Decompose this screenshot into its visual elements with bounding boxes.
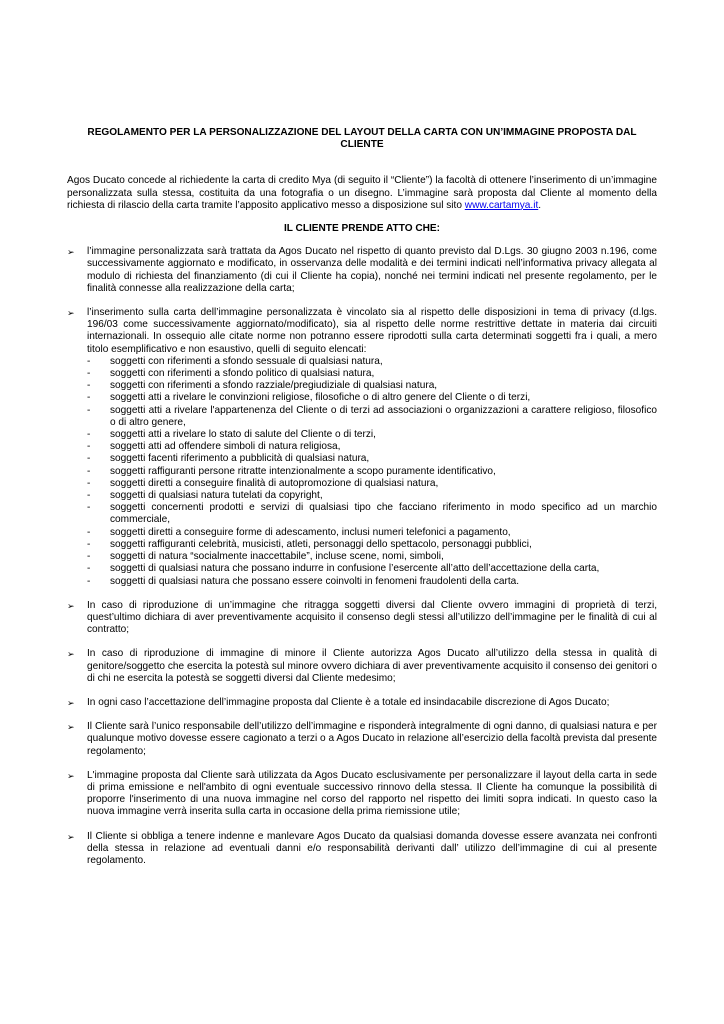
list-item-text: soggetti con riferimenti a sfondo razziale/pregiudiziale di qualsiasi natura, <box>110 380 438 392</box>
bullet-item-privacy <box>67 246 657 295</box>
dash-marker: - <box>87 453 91 465</box>
list-item-text: soggetti raffiguranti persone ritratte intenzionalmente a scopo puramente identificativo, <box>110 465 496 477</box>
section-subtitle <box>67 223 657 235</box>
dash-marker: - <box>87 575 91 587</box>
list-item <box>87 356 657 368</box>
bullet-text: In caso di riproduzione di immagine di minore il Cliente autorizza Agos Ducato all’utilizzo della stessa in qualità di genitore/soggetto che esercita la potestà sul minore ovvero dichiara di aver preventivamente acquisito il consenso dei genitori o di chi ne esercita la potestà se soggetti diversi dal Cliente medesimo; <box>87 648 657 684</box>
dash-marker: - <box>87 355 91 367</box>
list-item-text: soggetti di qualsiasi natura che possano indurre in confusione l’esercente all’atto dell’accettazione della carta, <box>110 563 600 575</box>
list-item <box>87 429 657 441</box>
list-item <box>87 539 657 551</box>
bullet-item-acceptance <box>67 697 657 709</box>
arrow-bullet-icon: ➢ <box>67 770 75 781</box>
bullet-item-third-party-consent <box>67 600 657 637</box>
dash-marker: - <box>87 392 91 404</box>
dash-marker: - <box>87 526 91 538</box>
list-item-text: soggetti di qualsiasi natura tutelati da copyright, <box>110 490 323 502</box>
dash-marker: - <box>87 368 91 380</box>
dash-marker: - <box>87 429 91 441</box>
intro-end: . <box>538 199 542 211</box>
bullet-text: In ogni caso l’accettazione dell’immagine proposta dal Cliente è a totale ed insindacabile discrezione di Agos Ducato; <box>87 696 610 708</box>
arrow-bullet-icon: ➢ <box>67 697 75 708</box>
dash-marker: - <box>87 441 91 453</box>
list-item <box>87 576 657 588</box>
arrow-bullet-icon: ➢ <box>67 649 75 660</box>
list-item <box>87 453 657 465</box>
bullet-text: l’inserimento sulla carta dell’immagine personalizzata è vincolato sia al rispetto delle disposizioni in tema di privacy (d.lgs. 196/03 come successivamente aggiornato/modificato), sia al rispetto delle norme restrittive dettate in materia dai circuiti internazionali. In ossequio alle citate norme non potranno essere riprodotti sulla carta determinati soggetti fra i quali, a mero titolo esemplificativo e non esaustivo, quelli di seguito elencati: <box>87 307 657 355</box>
bullet-item-responsibility <box>67 721 657 758</box>
dash-marker: - <box>87 551 91 563</box>
arrow-bullet-icon: ➢ <box>67 831 75 842</box>
intro-paragraph <box>67 175 657 212</box>
list-item <box>87 466 657 478</box>
list-item-text: soggetti facenti riferimento a pubblicità di qualsiasi natura, <box>110 453 370 465</box>
arrow-bullet-icon: ➢ <box>67 247 75 258</box>
bullet-item-restrictions <box>67 307 657 588</box>
subtitle-text: IL CLIENTE PRENDE ATTO CHE <box>283 223 437 235</box>
list-item <box>87 380 657 392</box>
dash-marker: - <box>87 538 91 550</box>
arrow-bullet-icon: ➢ <box>67 308 75 319</box>
list-item-text: soggetti di natura “socialmente inaccettabile”, incluse scene, nomi, simboli, <box>110 551 444 563</box>
document-page <box>67 127 657 867</box>
list-item <box>87 527 657 539</box>
list-item-text: soggetti atti ad offendere simboli di natura religiosa, <box>110 441 341 453</box>
arrow-bullet-icon: ➢ <box>67 722 75 733</box>
list-item-text: soggetti diretti a conseguire forme di adescamento, inclusi numeri telefonici a pagamento, <box>110 526 511 538</box>
dash-marker: - <box>87 490 91 502</box>
list-item-text: soggetti raffiguranti celebrità, musicisti, atleti, personaggi dello spettacolo, personaggi pubblici, <box>110 538 532 550</box>
dash-marker: - <box>87 477 91 489</box>
dash-marker: - <box>87 502 91 514</box>
list-item-text: soggetti concernenti prodotti e servizi di qualsiasi tipo che facciano riferimento in modo specifico ad un marchio commerciale, <box>110 502 657 526</box>
list-item-text: soggetti atti a rivelare lo stato di salute del Cliente o di terzi, <box>110 429 376 441</box>
dash-marker: - <box>87 563 91 575</box>
bullet-item-minor-image <box>67 648 657 685</box>
dash-marker: - <box>87 380 91 392</box>
list-item <box>87 405 657 429</box>
intro-text: Agos Ducato concede al richiedente la carta di credito Mya (di seguito il “Cliente”) la facoltà di ottenere l’inserimento di un’immagine personalizzata sulla stessa, costituita da una fotografia o un disegno. L’immagine sarà proposta dal Cliente al momento della richiesta di rilascio della carta tramite l’apposito applicativo messo a disposizione sul sito <box>67 175 657 211</box>
list-item-text: soggetti con riferimenti a sfondo sessuale di qualsiasi natura, <box>110 355 383 367</box>
dash-marker: - <box>87 404 91 416</box>
document-title: REGOLAMENTO PER LA PERSONALIZZAZIONE DEL LAYOUT DELLA CARTA CON UN’IMMAGINE PROPOSTA DAL CLIENTE <box>87 127 637 151</box>
bullet-text: In caso di riproduzione di un’immagine che ritragga soggetti diversi dal Cliente ovvero immagini di proprietà di terzi, quest’ultimo dichiara di aver preventivamente acquisito il consenso degli stessi all’utilizzo dell’immagine per le finalità di cui al contratto; <box>87 599 657 636</box>
list-item <box>87 490 657 502</box>
list-item <box>87 551 657 563</box>
subtitle-colon: : <box>436 223 441 235</box>
list-item <box>87 478 657 490</box>
bullet-text: L'immagine proposta dal Cliente sarà utilizzata da Agos Ducato esclusivamente per personalizzare il layout della carta in sede di prima emissione e nell'ambito di ogni eventuale successivo rinnovo della stessa. Il Cliente ha comunque la possibilità di proporre l'inserimento di una nuova immagine nel corso del rapporto nel rispetto dei limiti sopra indicati. In questo caso la nuova immagine verrà inserita sulla carta in occasione della prima riemissione utile; <box>87 769 657 818</box>
bullet-item-image-usage <box>67 770 657 819</box>
bullet-text: Il Cliente sarà l’unico responsabile dell’utilizzo dell’immagine e risponderà integralmente di ogni danno, di qualsiasi natura e per qualunque motivo dovesse essere cagionato a terzi o a Agos Ducato in relazione all’esercizio della facoltà prevista dal presente regolamento; <box>87 721 657 757</box>
list-item <box>87 563 657 575</box>
list-item <box>87 441 657 453</box>
bullet-item-indemnity <box>67 831 657 868</box>
list-item <box>87 502 657 526</box>
list-item <box>87 392 657 404</box>
website-link[interactable]: www.cartamya.it <box>464 199 539 211</box>
restricted-subjects-list <box>87 356 657 588</box>
list-item <box>87 368 657 380</box>
list-item-text: soggetti atti a rivelare l'appartenenza del Cliente o di terzi ad associazioni o organizzazioni a carattere religioso, filosofico o di altro genere, <box>110 404 657 428</box>
dash-marker: - <box>87 465 91 477</box>
list-item-text: soggetti di qualsiasi natura che possano essere coinvolti in fenomeni fraudolenti della carta. <box>110 575 520 587</box>
bullet-text: l’immagine personalizzata sarà trattata da Agos Ducato nel rispetto di quanto previsto dal D.Lgs. 30 giugno 2003 n.196, come successivamente aggiornato e modificato, in osservanza delle modalità e dei termini indicati nell’informativa privacy allegata al modulo di richiesta del finanziamento (di cui il Cliente ha copia), nonché nei termini indicati nel presente regolamento, per le finalità connesse alla realizzazione della carta; <box>87 246 657 294</box>
list-item-text: soggetti con riferimenti a sfondo politico di qualsiasi natura, <box>110 368 375 380</box>
list-item-text: soggetti diretti a conseguire finalità di autopromozione di qualsiasi natura, <box>110 477 439 489</box>
arrow-bullet-icon: ➢ <box>67 600 75 611</box>
bullet-text: Il Cliente si obbliga a tenere indenne e manlevare Agos Ducato da qualsiasi domanda dovesse essere avanzata nei confronti della stessa in relazione ad eventuali danni e/o responsabilità derivanti dall’ utilizzo dell’immagine di cui al presente regolamento. <box>87 830 657 866</box>
list-item-text: soggetti atti a rivelare le convinzioni religiose, filosofiche o di altro genere del Cliente o di terzi, <box>110 392 531 404</box>
